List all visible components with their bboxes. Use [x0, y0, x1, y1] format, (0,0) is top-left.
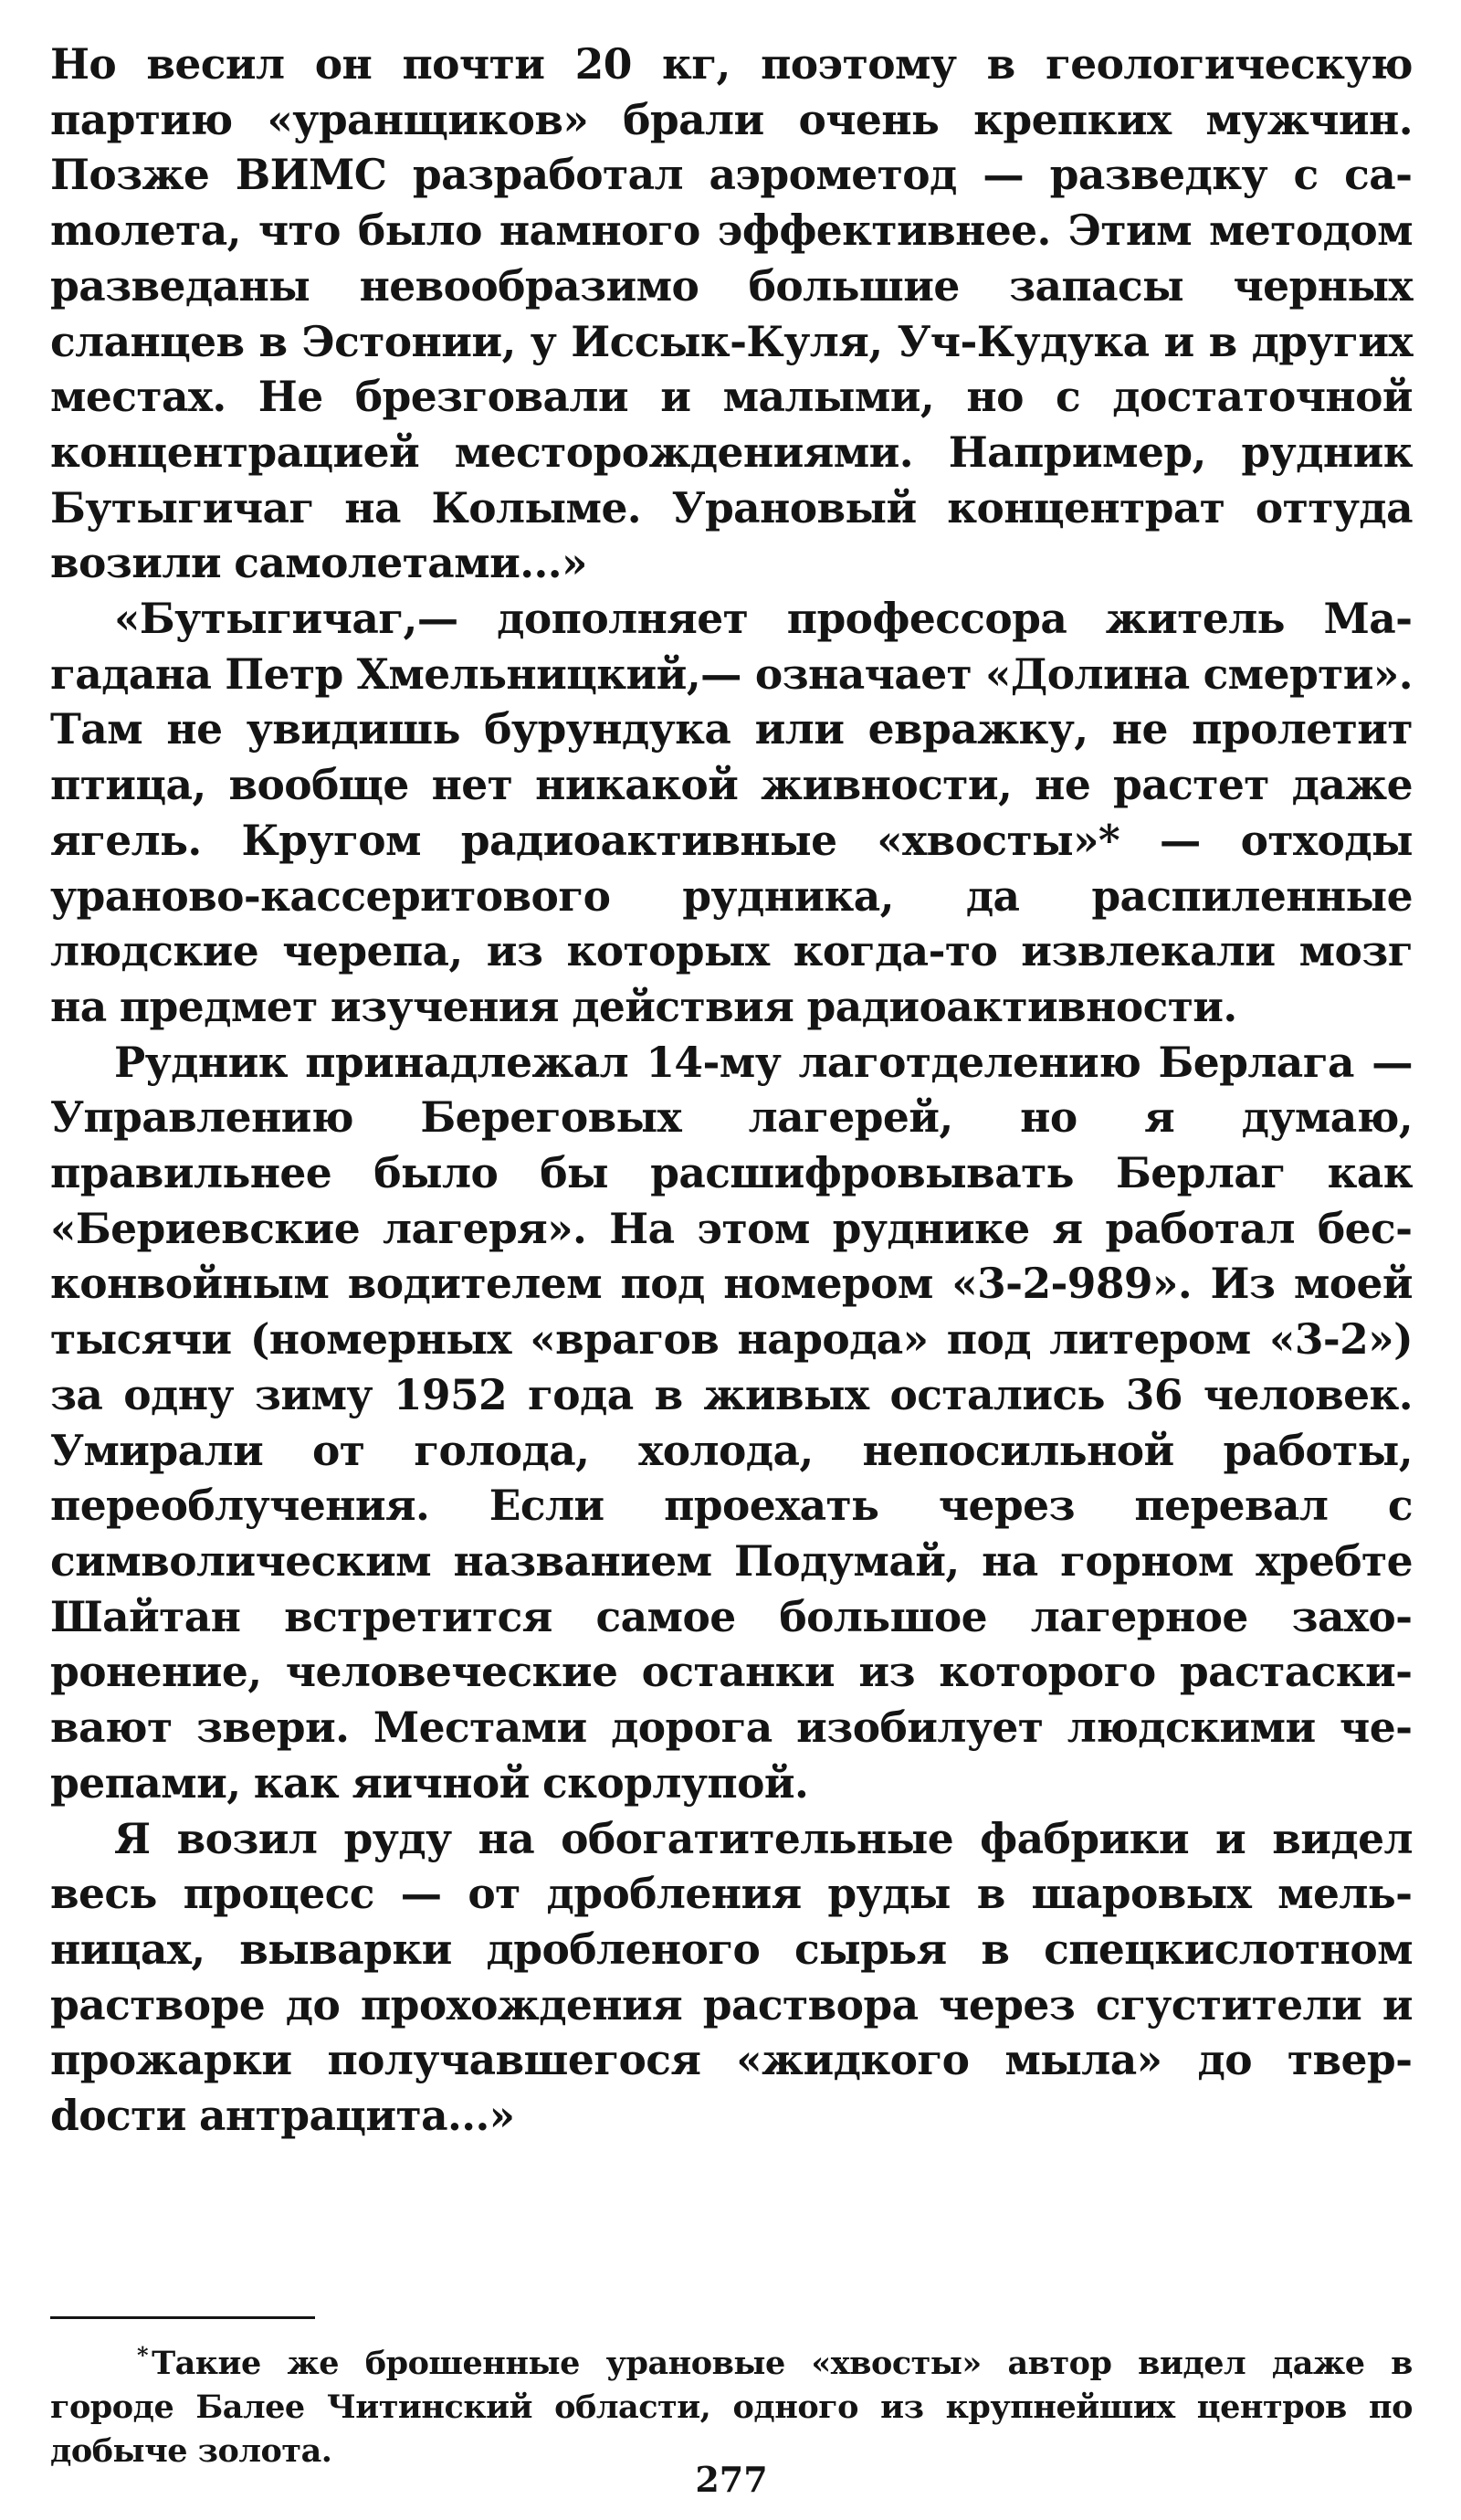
- paragraph-1: Но весил он почти 20 кг, поэтому в геологическую партию «уранщиков» брали очень крепких мужчин. Позже ВИМС разработал аэрометод — разведку с саmолета, что было намного эффективнее. Этим методом разведаны невообразимо большие запасы черных сланцев в Эстонии, у Иссык-Куля, Уч-Кудука и в других местах. Не брезговали и малыми, но с достаточной концентрацией месторождениями. Например, рудник Бутыгичаг на Колыме. Урановый концентрат оттуда возили самолетами...»: [50, 39, 1413, 588]
- main-text: [50, 37, 1413, 2144]
- page-number: 277: [695, 2459, 768, 2500]
- footnote-marker: *: [137, 2342, 149, 2368]
- paragraph-4: Я возил руду на обогатительные фабрики и видел весь процесс — от дробления руды в шаровых мельницах, выварки дробленого сырья в спецкислотном растворе до прохождения раствора через сгустители и прожарки получавшегося «жидкого мыла» до тверdости антрацита...»: [50, 1813, 1413, 2141]
- footnote: [50, 2334, 1413, 2473]
- footnote-divider: [50, 2316, 315, 2319]
- book-page: [50, 37, 1413, 2500]
- paragraph-3: Рудник принадлежал 14-му лаготделению Берлага — Управлению Береговых лагерей, но я думаю, правильнее было бы расшифровывать Берлаг как «Бериевские лагеря». На этом руднике я работал бесконвойным водителем под номером «3-2-989». Из моей тысячи (номерных «врагов народа» под литером «3-2») за одну зиму 1952 года в живых остались 36 человек. Умирали от голода, холода, непосильной работы, переоблучения. Если проехать через перевал с символическим названием Подумай, на горном хребте Шайтан встретится самое большое лагерное захоронение, человеческие останки из которого растаскивают звери. Местами дорога изобилует людскими черепами, как яичной скорлупой.: [50, 1037, 1413, 1808]
- paragraph-2: «Бутыгичаг,— дополняет профессора житель Магадана Петр Хмельницкий,— означает «Долина смерти». Там не увидишь бурундука или евражку, не пролетит птица, вообще нет никакой живности, не растет даже ягель. Кругом радиоактивные «хвосты»* — отходы ураново-кассеритового рудника, да распиленные людские черепа, из которых когда-то извлекали мозг на предмет изучения действия радиоактивности.: [50, 594, 1413, 1031]
- footnote-text: Такие же брошенные урановые «хвосты» автор видел даже в городе Балее Читинский области, одного из крупнейших центров по добыче золота.: [50, 2345, 1413, 2470]
